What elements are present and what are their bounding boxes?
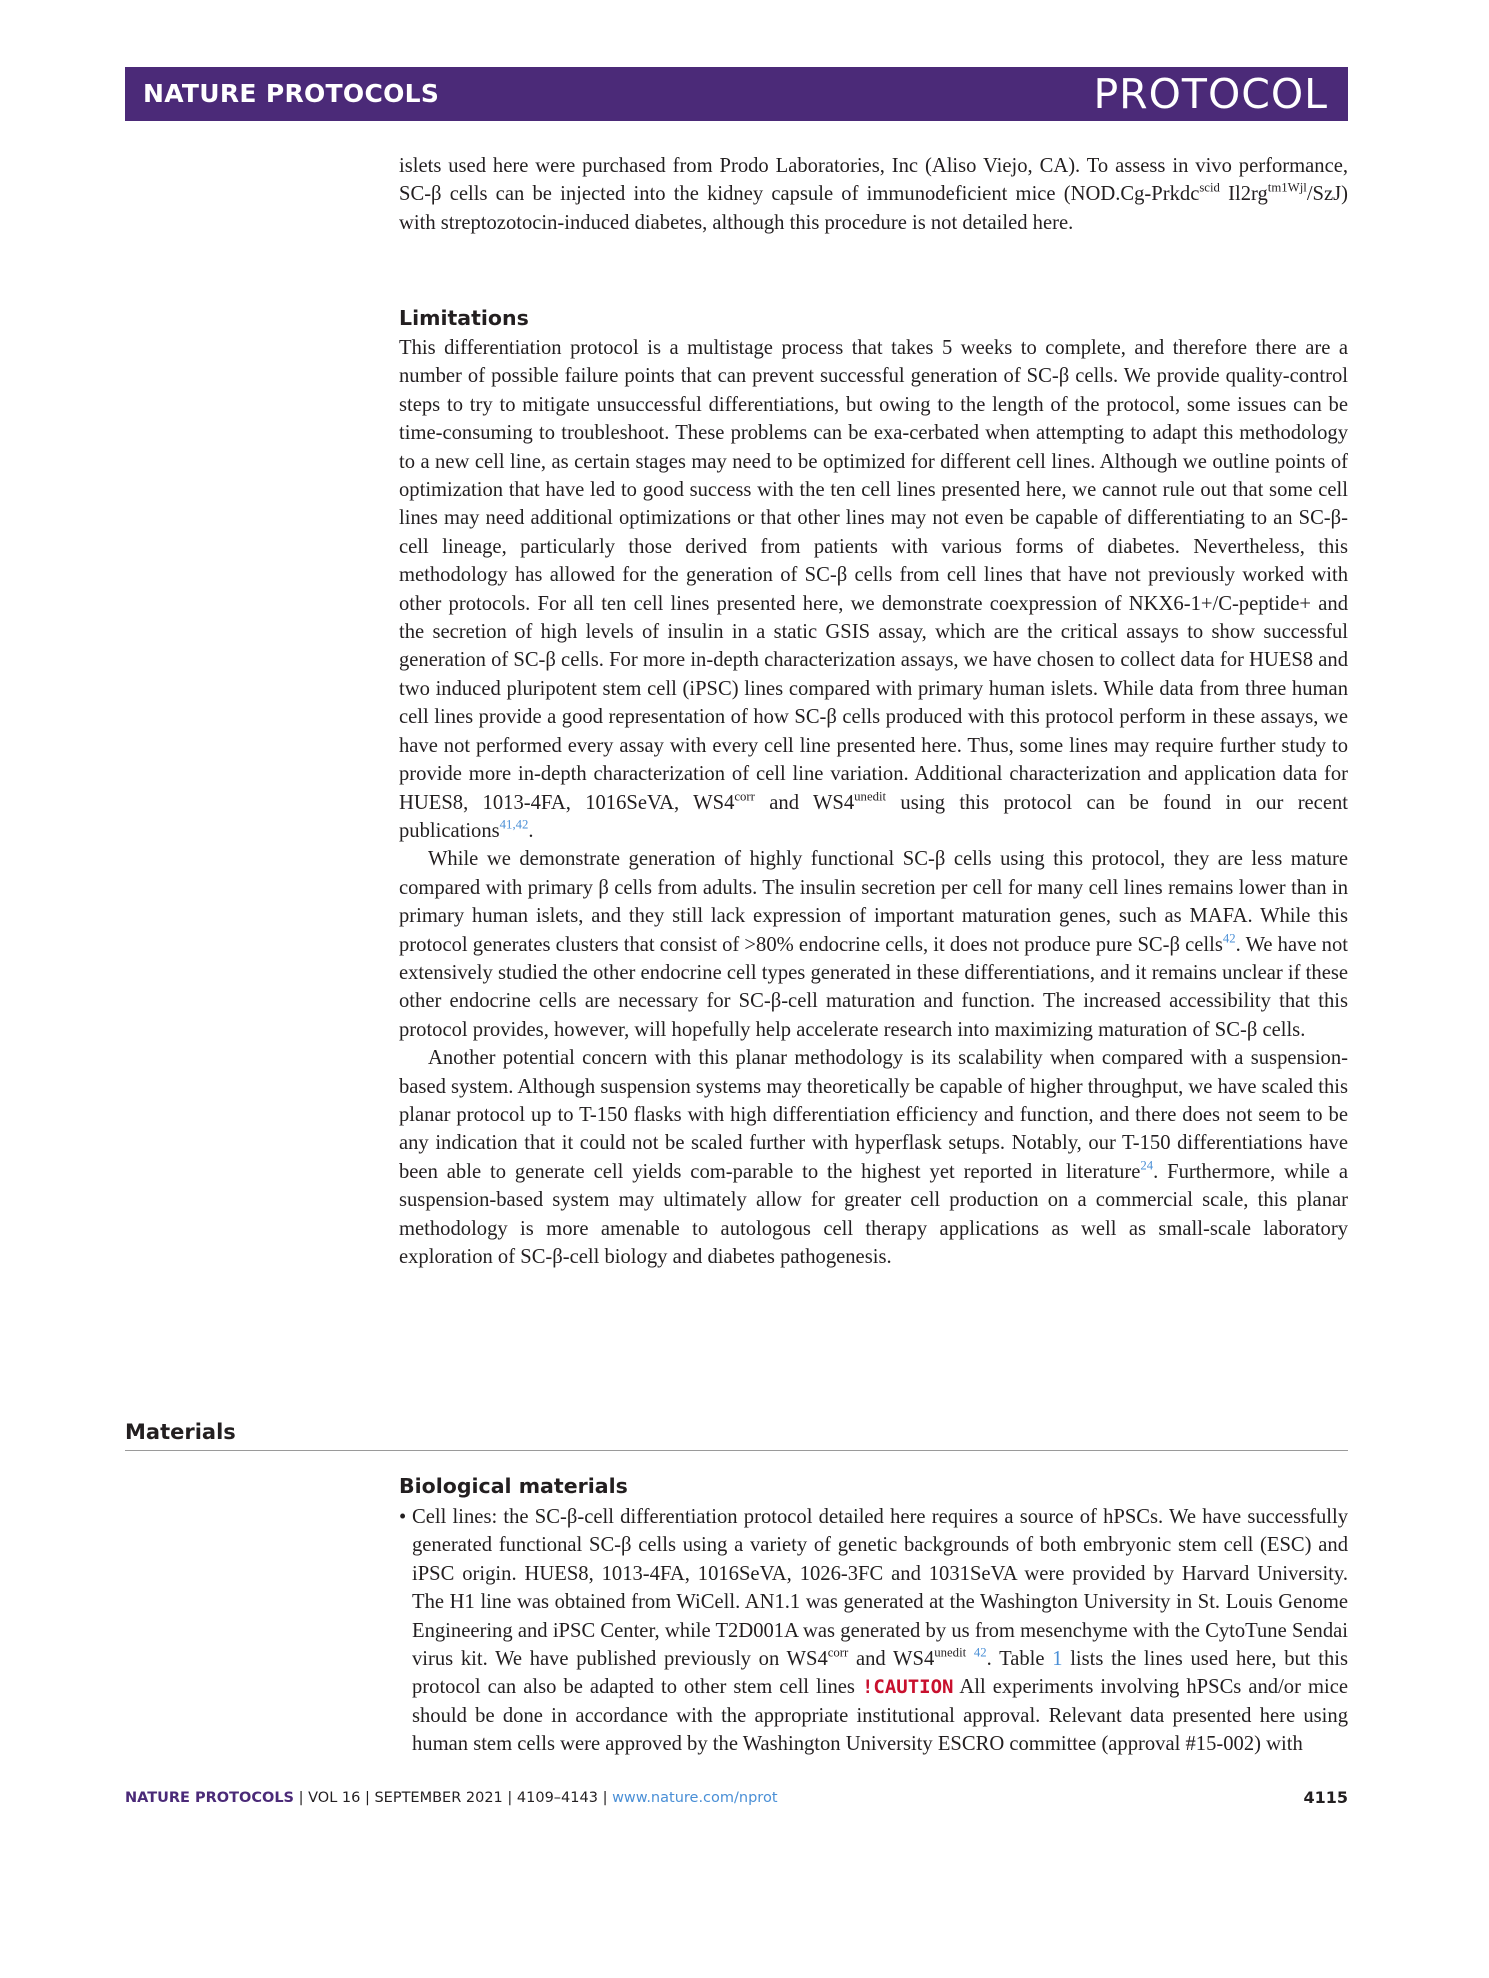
materials-section-heading: Materials xyxy=(125,1420,236,1444)
caution-label: !CAUTION xyxy=(861,1676,954,1699)
citation-ref[interactable]: 42 xyxy=(973,1645,987,1660)
limitations-paragraph-1: This differentiation protocol is a multistage process that takes 5 weeks to complete, and therefore there are a number of possible failure points that can prevent successful generation of SC-β cells. We provide quality-control steps to try to mitigate unsuccessful differentiations, but owing to the length of the protocol, some issues can be time-consuming to troubleshoot. These problems can be exa-cerbated when attempting to adapt this methodology to a new cell line, as certain stages may need to be optimized for different cell lines. Although we outline points of optimization that have led to good success with the ten cell lines presented here, we cannot rule out that some cell lines may need additional optimizations or that other lines may not even be capable of differentiating to an SC-β-cell lineage, particularly those derived from patients with various forms of diabetes. Nevertheless, this methodology has allowed for the generation of SC-β cells from cell lines that have not previously worked with other protocols. For all ten cell lines presented here, we demonstrate coexpression of NKX6-1+/C-peptide+ and the secretion of high levels of insulin in a static GSIS assay, which are the critical assays to show successful generation of SC-β cells. For more in-depth characterization assays, we have chosen to collect data for HUES8 and two induced pluripotent stem cell (iPSC) lines compared with primary human islets. While data from three human cell lines provide a good representation of how SC-β cells produced with this protocol perform in these assays, we have not performed every assay with every cell line presented here. Thus, some lines may require further study to provide more in-depth characterization of cell line variation. Additional characterization and application data for HUES8, 1013-4FA, 1016SeVA, $WS4^{corr}$ and $WS4^{unedit}$ using this protocol can be found in our recent publications$^{41,42}$. xyxy=(399,337,1348,842)
citation-ref[interactable]: 24 xyxy=(1140,1158,1154,1173)
page-number: 4115 xyxy=(1303,1788,1348,1807)
article-type: PROTOCOL xyxy=(1093,70,1328,118)
journal-header-bar xyxy=(125,67,1348,121)
limitations-paragraph-3: Another potential concern with this planar methodology is its scalability when compared with a suspension-based system. Although suspension systems may theoretically be capable of higher throughput, we have scaled this planar protocol up to T-150 flasks with high differentiation efficiency and function, and there does not seem to be any indication that it could not be scaled further with hyperflask setups. Notably, our T-150 differentiations have been able to generate cell yields com-parable to the highest yet reported in literature$^{24}$. Furthermore, while a suspension-based system may ultimately allow for greater cell production on a commercial scale, this planar methodology is more amenable to autologous cell therapy applications as well as small-scale laboratory exploration of SC-β-cell biology and diabetes pathogenesis. xyxy=(399,1047,1348,1268)
page-footer: NATURE PROTOCOLS | VOL 16 | SEPTEMBER 2021 | 4109–4143 | www.nature.com/nprot xyxy=(125,1790,778,1806)
footer-date: SEPTEMBER 2021 xyxy=(374,1790,503,1806)
section-divider xyxy=(125,1450,1348,1451)
footer-journal: NATURE PROTOCOLS xyxy=(125,1790,295,1806)
journal-name: NATURE PROTOCOLS xyxy=(143,79,440,108)
footer-volume: VOL 16 xyxy=(308,1790,361,1806)
limitations-heading: Limitations xyxy=(399,306,529,330)
intro-paragraph: islets used here were purchased from Prodo Laboratories, Inc (Aliso Viejo, CA). To assess in vivo performance, SC-β cells can be injected into the kidney capsule of immunodeficient mice (NOD.Cg-Prkdc$^{scid}$ $Il2rg^{tm1Wjl}/SzJ$) with streptozotocin-induced diabetes, although this procedure is not detailed here. xyxy=(399,155,1348,234)
cell-lines-bullet: • Cell lines: the SC-β-cell differentiation protocol detailed here requires a source of hPSCs. We have successfully generated functional SC-β cells using a variety of genetic backgrounds of both embryonic stem cell (ESC) and iPSC origin. HUES8, 1013-4FA, 1016SeVA, 1026-3FC and 1031SeVA were provided by Harvard University. The H1 line was obtained from WiCell. AN1.1 was generated at the Washington University in St. Louis Genome Engineering and iPSC Center, while T2D001A was generated by us from mesenchyme with the CytoTune Sendai virus kit. We have published previously on $WS4^{corr}$ and $WS4^{unedit}$ $^{42}$. Table 1 lists the lines used here, but this protocol can also be adapted to other stem cell lines !CAUTION All experiments involving hPSCs and/or mice should be done in accordance with the appropriate institutional approval. Relevant data presented here using human stem cells were approved by the Washington University ESCRO committee (approval #15-002) with xyxy=(399,1503,1348,1759)
bullet-icon: • xyxy=(399,1506,407,1528)
footer-url-link[interactable]: www.nature.com/nprot xyxy=(612,1790,778,1806)
citation-ref[interactable]: 42 xyxy=(1222,931,1236,946)
limitations-paragraph-2: While we demonstrate generation of highly functional SC-β cells using this protocol, they are less mature compared with primary β cells from adults. The insulin secretion per cell for many cell lines remains lower than in primary human islets, and they still lack expression of important maturation genes, such as MAFA. While this protocol generates clusters that consist of >80% endocrine cells, it does not produce pure SC-β cells$^{42}$. We have not extensively studied the other endocrine cell types generated in these differentiations, and it remains unclear if these other endocrine cells are necessary for SC-β-cell maturation and function. The increased accessibility that this protocol provides, however, will hopefully help accelerate research into maximizing maturation of SC-β cells. xyxy=(399,848,1348,1041)
table-link[interactable]: 1 xyxy=(1052,1648,1063,1671)
biological-materials-heading: Biological materials xyxy=(399,1474,628,1498)
citation-ref[interactable]: 41,42 xyxy=(499,817,529,832)
footer-pages: 4109–4143 xyxy=(516,1790,598,1806)
limitations-body xyxy=(399,334,1348,1271)
